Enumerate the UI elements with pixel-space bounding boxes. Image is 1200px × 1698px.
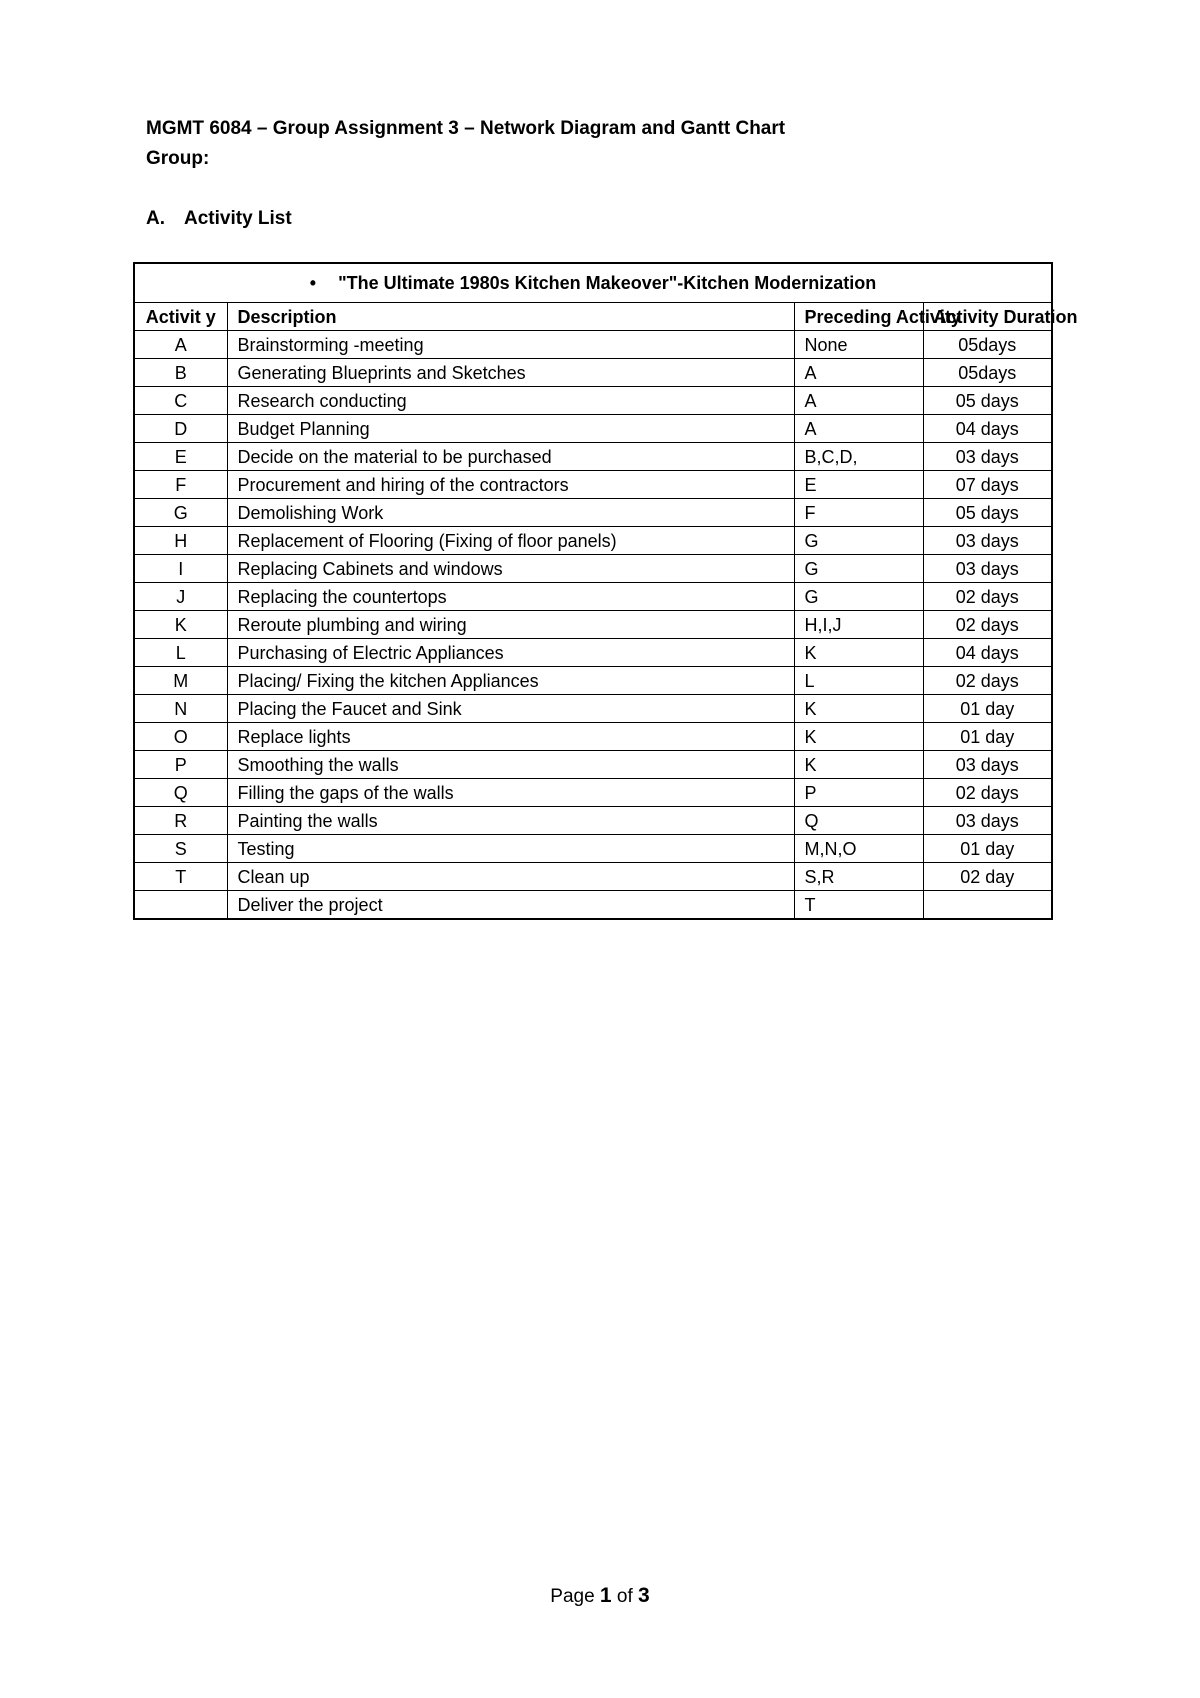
table-header-row	[134, 303, 1052, 331]
table-row	[134, 359, 1052, 387]
cell-duration: 03 days	[923, 807, 1052, 835]
cell-duration: 05 days	[923, 387, 1052, 415]
cell-duration: 02 days	[923, 611, 1052, 639]
cell-activity: P	[134, 751, 227, 779]
cell-duration: 02 days	[923, 667, 1052, 695]
cell-activity: D	[134, 415, 227, 443]
cell-preceding: G	[794, 555, 923, 583]
table-row	[134, 331, 1052, 359]
table-row	[134, 779, 1052, 807]
section-title: Activity List	[184, 208, 292, 229]
cell-description: Procurement and hiring of the contractors	[227, 471, 794, 499]
cell-activity: L	[134, 639, 227, 667]
cell-activity: I	[134, 555, 227, 583]
cell-duration: 04 days	[923, 415, 1052, 443]
cell-description: Smoothing the walls	[227, 751, 794, 779]
table-caption	[134, 263, 1052, 303]
bullet-icon: •	[309, 273, 317, 293]
cell-activity: Q	[134, 779, 227, 807]
table-row	[134, 863, 1052, 891]
cell-description: Decide on the material to be purchased	[227, 443, 794, 471]
cell-duration: 01 day	[923, 835, 1052, 863]
cell-preceding: G	[794, 527, 923, 555]
cell-activity: M	[134, 667, 227, 695]
cell-preceding: K	[794, 723, 923, 751]
cell-preceding: B,C,D,	[794, 443, 923, 471]
table-row	[134, 723, 1052, 751]
cell-description: Budget Planning	[227, 415, 794, 443]
cell-activity: J	[134, 583, 227, 611]
section-letter: A.	[146, 208, 165, 229]
cell-duration: 02 day	[923, 863, 1052, 891]
page-total: 3	[638, 1584, 650, 1607]
table-caption-text: "The Ultimate 1980s Kitchen Makeover"-Kitchen Modernization	[338, 273, 877, 293]
cell-duration: 05days	[923, 331, 1052, 359]
table-row	[134, 555, 1052, 583]
table-caption-row	[134, 263, 1052, 303]
table-row	[134, 891, 1052, 920]
cell-activity: B	[134, 359, 227, 387]
cell-duration: 01 day	[923, 723, 1052, 751]
cell-description: Replacement of Flooring (Fixing of floor panels)	[227, 527, 794, 555]
activity-table	[133, 262, 1078, 920]
cell-preceding: F	[794, 499, 923, 527]
cell-description: Reroute plumbing and wiring	[227, 611, 794, 639]
cell-preceding: T	[794, 891, 923, 920]
cell-preceding: E	[794, 471, 923, 499]
cell-preceding: A	[794, 359, 923, 387]
table-row	[134, 499, 1052, 527]
cell-activity: R	[134, 807, 227, 835]
cell-preceding: L	[794, 667, 923, 695]
table-row	[134, 387, 1052, 415]
cell-description: Deliver the project	[227, 891, 794, 920]
cell-description: Research conducting	[227, 387, 794, 415]
table-row	[134, 611, 1052, 639]
table-row	[134, 639, 1052, 667]
cell-activity: E	[134, 443, 227, 471]
cell-duration: 03 days	[923, 527, 1052, 555]
cell-description: Placing/ Fixing the kitchen Appliances	[227, 667, 794, 695]
document-title: MGMT 6084 – Group Assignment 3 – Network Diagram and Gantt Chart	[146, 118, 786, 139]
cell-description: Brainstorming -meeting	[227, 331, 794, 359]
cell-description: Clean up	[227, 863, 794, 891]
table-row	[134, 527, 1052, 555]
cell-activity: F	[134, 471, 227, 499]
cell-preceding: None	[794, 331, 923, 359]
table-row	[134, 583, 1052, 611]
cell-duration: 03 days	[923, 443, 1052, 471]
header-activity: Activit y	[134, 303, 227, 331]
cell-activity: C	[134, 387, 227, 415]
cell-preceding: K	[794, 639, 923, 667]
cell-description: Purchasing of Electric Appliances	[227, 639, 794, 667]
table-row	[134, 667, 1052, 695]
cell-preceding: S,R	[794, 863, 923, 891]
cell-activity	[134, 891, 227, 920]
cell-preceding: G	[794, 583, 923, 611]
cell-description: Replacing Cabinets and windows	[227, 555, 794, 583]
cell-description: Testing	[227, 835, 794, 863]
cell-preceding: K	[794, 751, 923, 779]
cell-duration: 05days	[923, 359, 1052, 387]
cell-preceding: A	[794, 415, 923, 443]
cell-activity: H	[134, 527, 227, 555]
cell-duration: 01 day	[923, 695, 1052, 723]
table-row	[134, 807, 1052, 835]
table-row	[134, 415, 1052, 443]
table-row	[134, 835, 1052, 863]
cell-description: Placing the Faucet and Sink	[227, 695, 794, 723]
cell-activity: K	[134, 611, 227, 639]
page-footer	[0, 1584, 1200, 1608]
cell-preceding: M,N,O	[794, 835, 923, 863]
cell-activity: N	[134, 695, 227, 723]
cell-duration	[923, 891, 1052, 920]
cell-preceding: H,I,J	[794, 611, 923, 639]
table-row	[134, 443, 1052, 471]
cell-duration: 03 days	[923, 751, 1052, 779]
cell-description: Painting the walls	[227, 807, 794, 835]
cell-preceding: A	[794, 387, 923, 415]
cell-activity: T	[134, 863, 227, 891]
table-row	[134, 695, 1052, 723]
cell-description: Filling the gaps of the walls	[227, 779, 794, 807]
group-label: Group:	[146, 148, 210, 169]
cell-description: Generating Blueprints and Sketches	[227, 359, 794, 387]
cell-preceding: P	[794, 779, 923, 807]
cell-duration: 02 days	[923, 583, 1052, 611]
of-word: of	[616, 1586, 633, 1607]
cell-preceding: K	[794, 695, 923, 723]
cell-description: Replace lights	[227, 723, 794, 751]
cell-activity: G	[134, 499, 227, 527]
table-row	[134, 471, 1052, 499]
cell-description: Replacing the countertops	[227, 583, 794, 611]
cell-duration: 03 days	[923, 555, 1052, 583]
cell-duration: 02 days	[923, 779, 1052, 807]
header-duration: Activity Duration	[923, 303, 1052, 331]
table-body	[134, 331, 1052, 920]
cell-preceding: Q	[794, 807, 923, 835]
cell-duration: 07 days	[923, 471, 1052, 499]
cell-activity: O	[134, 723, 227, 751]
cell-duration: 04 days	[923, 639, 1052, 667]
page-number: 1	[599, 1584, 612, 1607]
table-row	[134, 751, 1052, 779]
section-heading	[146, 207, 292, 231]
cell-description: Demolishing Work	[227, 499, 794, 527]
cell-duration: 05 days	[923, 499, 1052, 527]
header-description: Description	[227, 303, 794, 331]
header-preceding: Preceding Activity	[794, 303, 923, 331]
cell-activity: A	[134, 331, 227, 359]
page-word: Page	[550, 1586, 595, 1607]
cell-activity: S	[134, 835, 227, 863]
